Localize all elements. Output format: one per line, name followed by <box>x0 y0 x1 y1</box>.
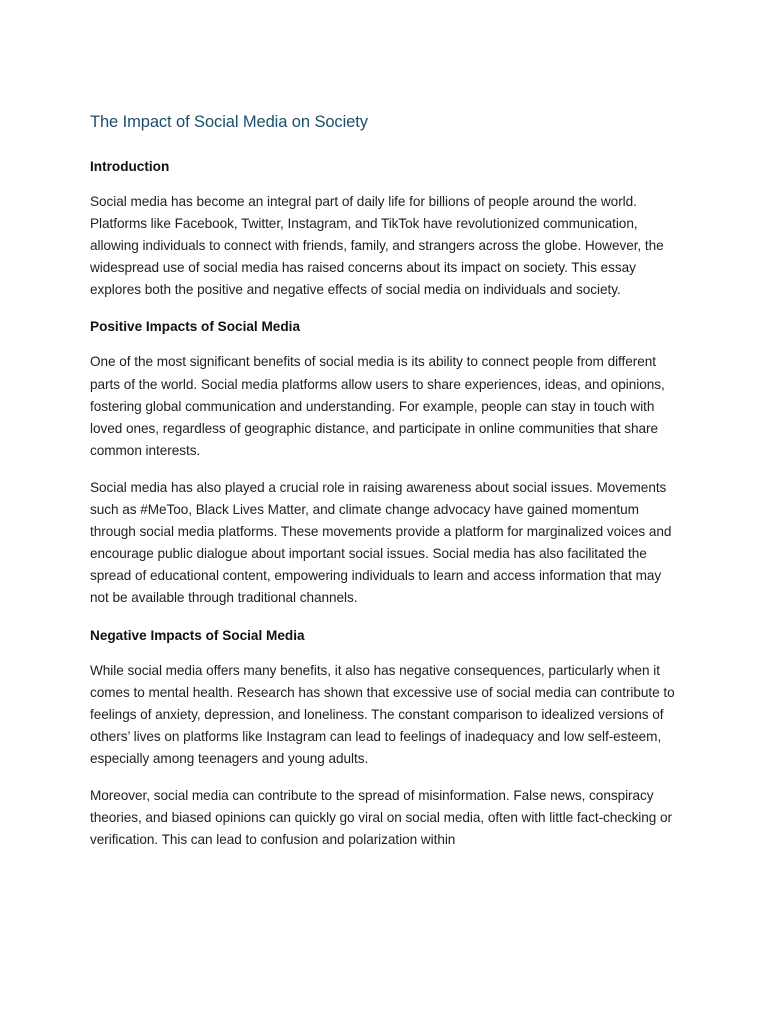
document-page <box>90 108 680 866</box>
section-heading-positive-impacts: Positive Impacts of Social Media <box>90 319 301 335</box>
paragraph-negative-2: Moreover, social media can contribute to the spread of misinformation. False news, conspiracy theories, and biased opinions can quickly go viral on social media, often with little fact-checking or verification. This can lead to confusion and polarization within <box>90 787 673 848</box>
paragraph-positive-2: Social media has also played a crucial role in raising awareness about social issues. Movements such as #MeToo, Black Lives Matter, and climate change advocacy have gained momentum through social media platforms. These movements provide a platform for marginalized voices and encourage public dialogue about important social issues. Social media has also facilitated the spread of educational content, empowering individuals to learn and access information that may not be available through traditional channels. <box>90 479 672 606</box>
paragraph-negative-1: While social media offers many benefits, it also has negative consequences, particularly when it comes to mental health. Research has shown that excessive use of social media can contribute to feelings of anxiety, depression, and loneliness. The constant comparison to idealized versions of others’ lives on platforms like Instagram can lead to feelings of inadequacy and low self-esteem, especially among teenagers and young adults. <box>90 662 675 766</box>
paragraph-introduction: Social media has become an integral part of daily life for billions of people around the world. Platforms like Facebook, Twitter, Instagram, and TikTok have revolutionized communication, allowing individuals to connect with friends, family, and strangers across the globe. However, the widespread use of social media has raised concerns about its impact on society. This essay explores both the positive and negative effects of social media on individuals and society. <box>90 194 664 298</box>
paragraph-positive-1: One of the most significant benefits of social media is its ability to connect people from different parts of the world. Social media platforms allow users to share experiences, ideas, and opinions, fostering global communication and understanding. For example, people can stay in touch with loved ones, regardless of geographic distance, and participate in online communities that share common interests. <box>90 354 665 458</box>
document-title: The Impact of Social Media on Society <box>90 113 368 131</box>
section-heading-introduction: Introduction <box>90 159 170 174</box>
section-heading-negative-impacts: Negative Impacts of Social Media <box>90 627 305 643</box>
